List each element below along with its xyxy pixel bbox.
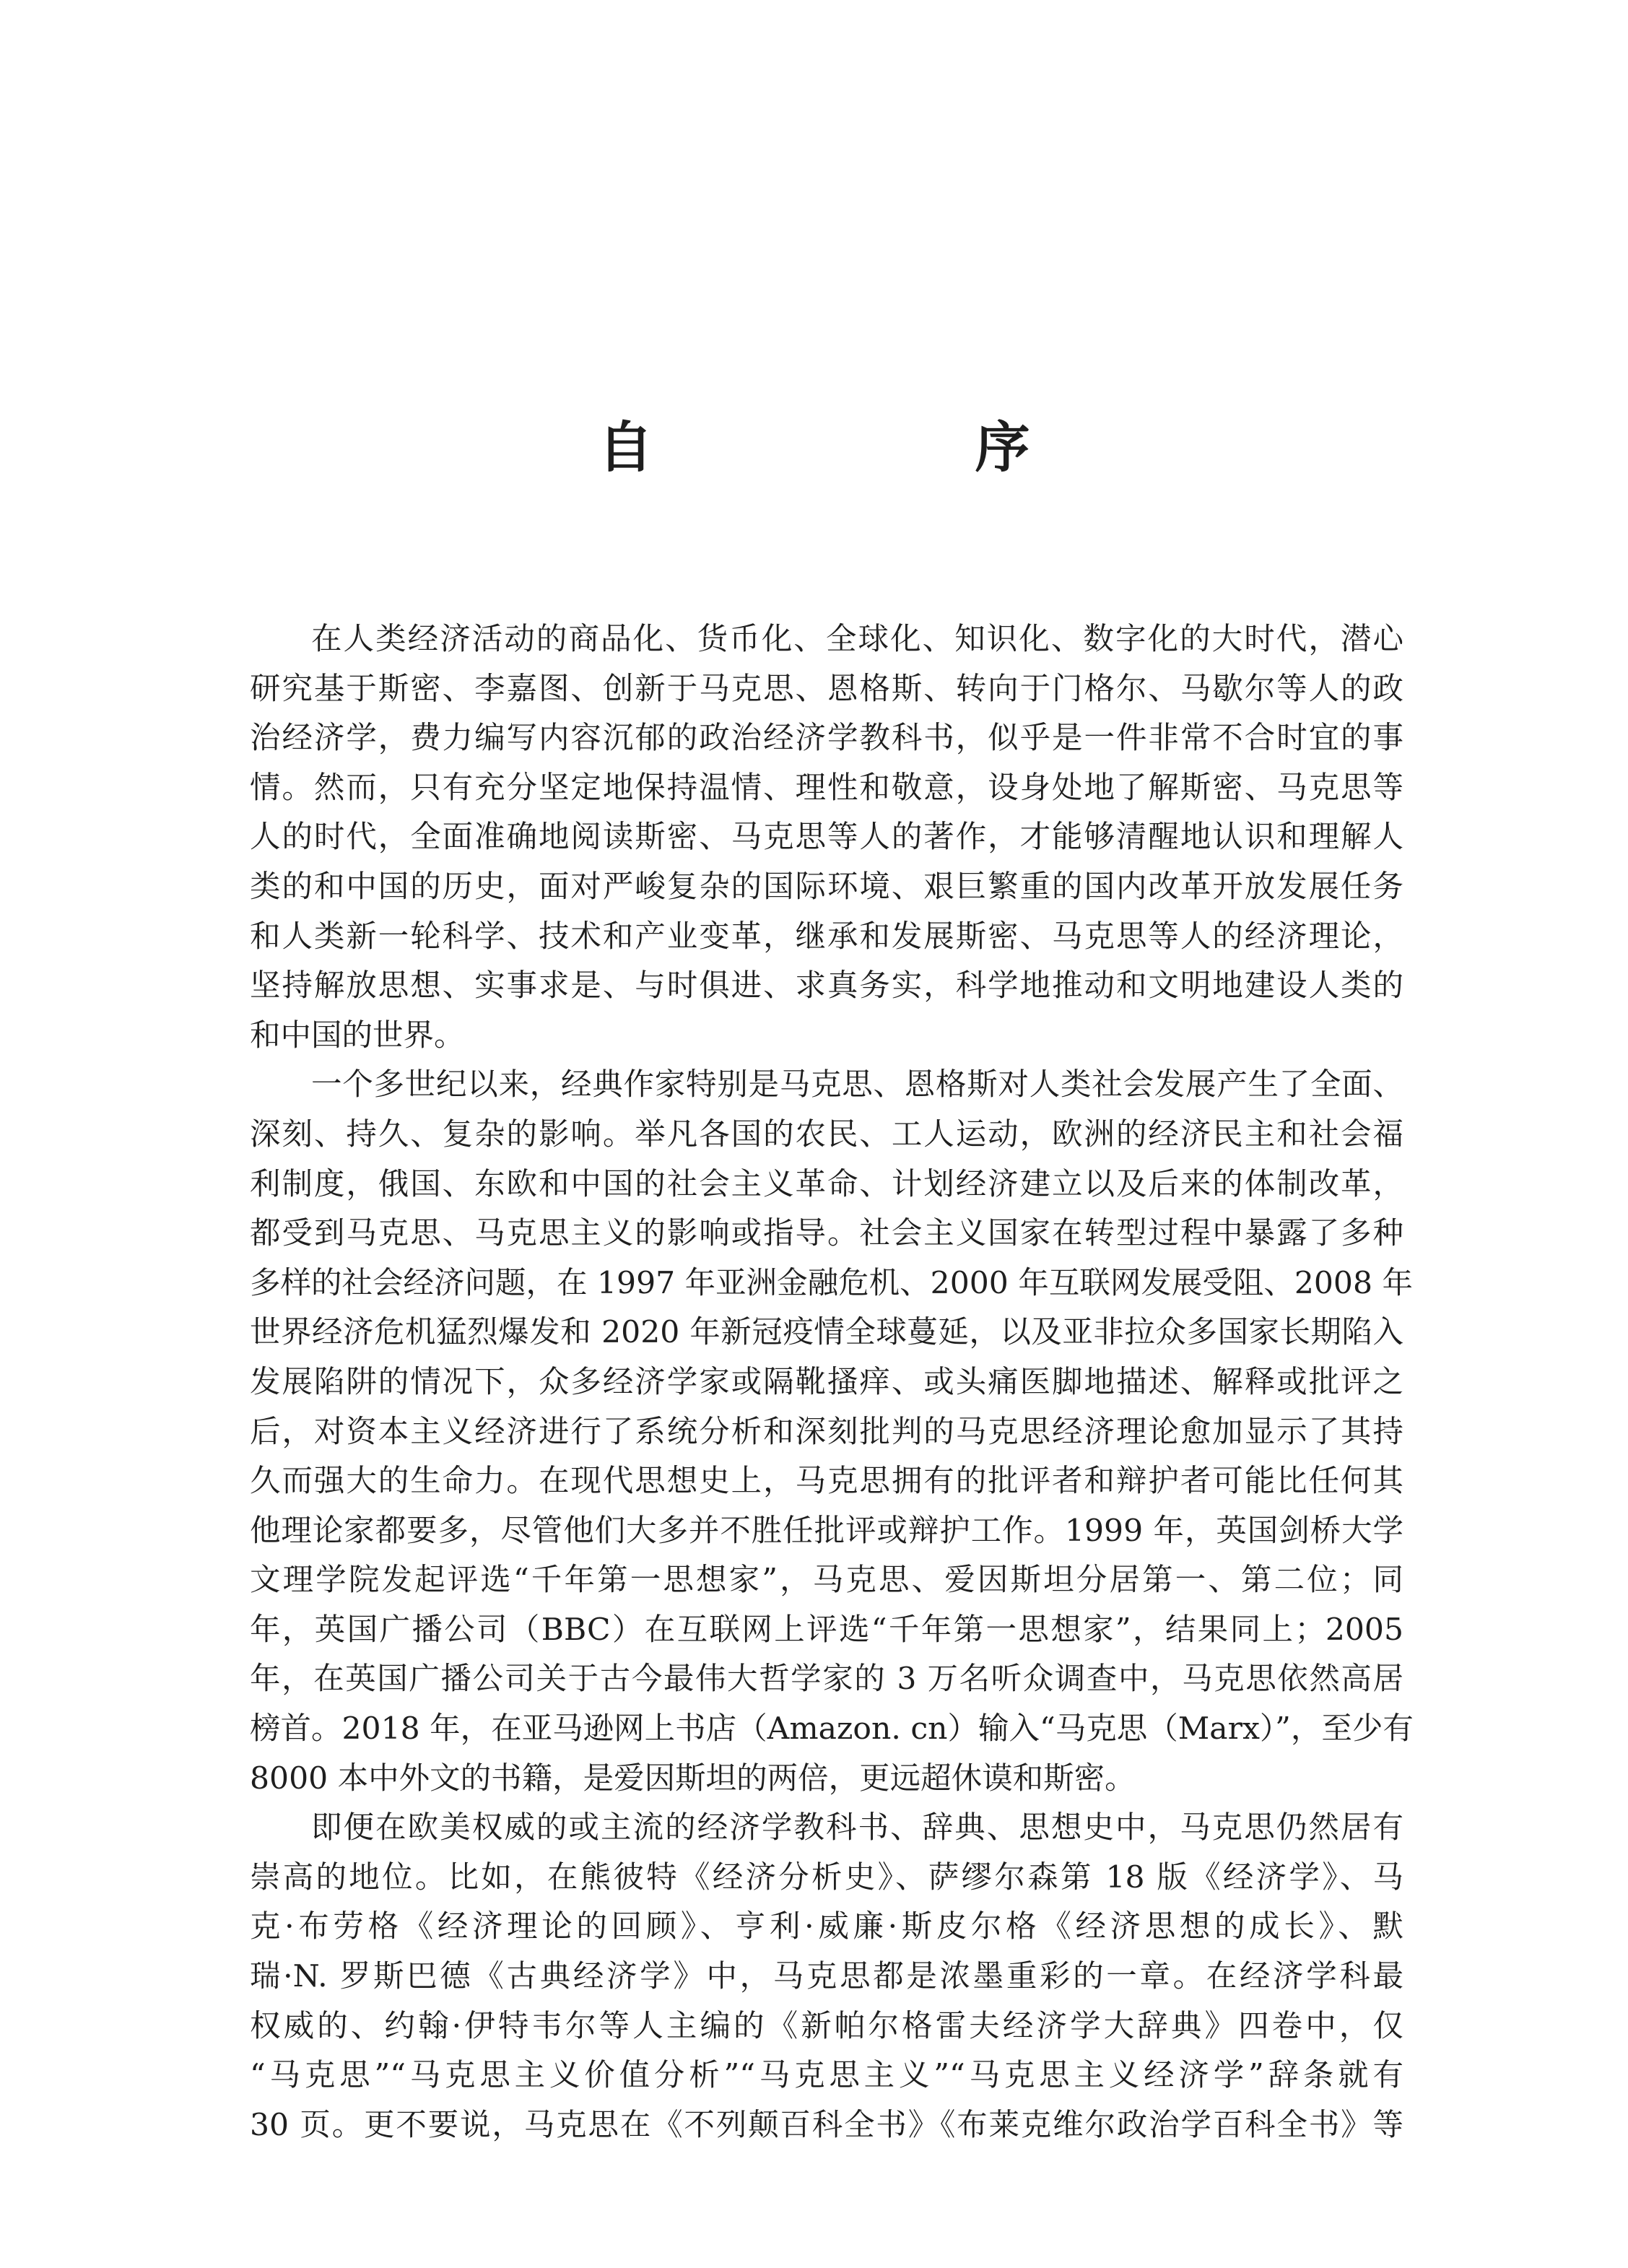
- text-line: 久而强大的生命力。在现代思想史上，马克思拥有的批评者和辩护者可能比任何其: [250, 1464, 1403, 1500]
- text-line: 文理学院发起评选“千年第一思想家”，马克思、爱因斯坦分居第一、第二位；同: [250, 1563, 1403, 1599]
- text-line: 榜首。2018 年，在亚马逊网上书店（Amazon. cn）输入“马克思（Marx）”，至少有: [250, 1711, 1414, 1747]
- text-line: 治经济学，费力编写内容沉郁的政治经济学教科书，似乎是一件非常不合时宜的事: [250, 721, 1403, 757]
- text-line: 年，在英国广播公司关于古今最伟大哲学家的 3 万名听众调查中，马克思依然高居: [250, 1661, 1403, 1698]
- text-line: 坚持解放思想、实事求是、与时俱进、求真务实，科学地推动和文明地建设人类的: [250, 968, 1403, 1004]
- text-line: 年，英国广播公司（BBC）在互联网上评选“千年第一思想家”，结果同上；2005: [250, 1612, 1403, 1648]
- text-line: 在人类经济活动的商品化、货币化、全球化、知识化、数字化的大时代，潜心: [311, 622, 1403, 657]
- text-line: 即便在欧美权威的或主流的经济学教科书、辞典、思想史中，马克思仍然居有: [311, 1810, 1403, 1846]
- text-line: 克·布劳格《经济理论的回顾》、亨利·威廉·斯皮尔格《经济思想的成长》、默: [250, 1909, 1403, 1945]
- text-line: 利制度，俄国、东欧和中国的社会主义革命、计划经济建立以及后来的体制改革，: [250, 1166, 1403, 1202]
- text-line: 崇高的地位。比如，在熊彼特《经济分析史》、萨缪尔森第 18 版《经济学》、马: [250, 1859, 1403, 1895]
- preface-body: [250, 615, 1414, 2150]
- text-line: “马克思”“马克思主义价值分析”“马克思主义”“马克思主义经济学”辞条就有: [250, 2058, 1403, 2094]
- text-line: 他理论家都要多，尽管他们大多并不胜任批评或辩护工作。1999 年，英国剑桥大学: [250, 1513, 1403, 1549]
- text-line: 后，对资本主义经济进行了系统分析和深刻批判的马克思经济理论愈加显示了其持: [250, 1414, 1403, 1450]
- page-title: 自 序: [598, 415, 1164, 479]
- text-line: 世界经济危机猛烈爆发和 2020 年新冠疫情全球蔓延，以及亚非拉众多国家长期陷入: [250, 1315, 1403, 1351]
- text-line: 瑞·N. 罗斯巴德《古典经济学》中，马克思都是浓墨重彩的一章。在经济学科最: [250, 1959, 1403, 1995]
- paragraph-3: [250, 1804, 1403, 2150]
- text-line: 深刻、持久、复杂的影响。举凡各国的农民、工人运动，欧洲的经济民主和社会福: [250, 1116, 1403, 1152]
- text-line: 和人类新一轮科学、技术和产业变革，继承和发展斯密、马克思等人的经济理论，: [250, 918, 1403, 955]
- text-line: 多样的社会经济问题，在 1997 年亚洲金融危机、2000 年互联网发展受阻、2008 年: [250, 1265, 1414, 1301]
- text-line: 人的时代，全面准确地阅读斯密、马克思等人的著作，才能够清醒地认识和理解人: [250, 820, 1403, 856]
- text-line: 权威的、约翰·伊特韦尔等人主编的《新帕尔格雷夫经济学大辞典》四卷中，仅: [250, 2008, 1403, 2044]
- paragraph-1: [250, 615, 1403, 1061]
- text-line: 情。然而，只有充分坚定地保持温情、理性和敬意，设身处地了解斯密、马克思等: [250, 770, 1403, 806]
- text-line: 都受到马克思、马克思主义的影响或指导。社会主义国家在转型过程中暴露了多种: [250, 1216, 1403, 1252]
- text-line: 一个多世纪以来，经典作家特别是马克思、恩格斯对人类社会发展产生了全面、: [311, 1067, 1403, 1103]
- text-line: 和中国的世界。: [250, 1017, 465, 1053]
- text-line: 30 页。更不要说，马克思在《不列颠百科全书》《布莱克维尔政治学百科全书》等: [250, 2107, 1403, 2143]
- text-line: 类的和中国的历史，面对严峻复杂的国际环境、艰巨繁重的国内改革开放发展任务: [250, 869, 1403, 905]
- text-line: 发展陷阱的情况下，众多经济学家或隔靴搔痒、或头痛医脚地描述、解释或批评之: [250, 1364, 1403, 1400]
- text-line: 研究基于斯密、李嘉图、创新于马克思、恩格斯、转向于门格尔、马歇尔等人的政: [250, 671, 1403, 707]
- paragraph-2: [250, 1061, 1414, 1804]
- text-line: 8000 本中外文的书籍，是爱因斯坦的两倍，更远超休谟和斯密。: [250, 1760, 1136, 1796]
